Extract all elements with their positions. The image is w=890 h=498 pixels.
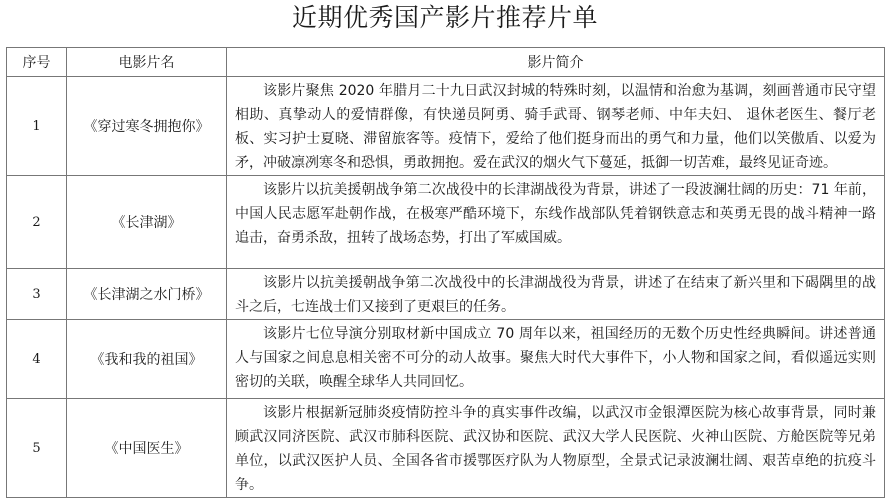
film-summary: 该影片根据新冠肺炎疫情防控斗争的真实事件改编，以武汉市金银潭医院为核心故事背景，同时兼顾武汉同济医院、武汉市肺科医院、武汉协和医院、武汉大学人民医院、火神山医院、方舱医院等兄弟单位，以武汉医护人员、全国各省市援鄂医疗队为人物原型，全景式记录波澜壮阔、艰苦卓绝的抗疫斗争。 bbox=[227, 399, 885, 498]
table-row bbox=[7, 269, 885, 320]
film-title: 《中国医生》 bbox=[67, 399, 227, 498]
film-table bbox=[6, 47, 885, 498]
header-summary: 影片简介 bbox=[227, 48, 885, 77]
film-summary: 该影片聚焦 2020 年腊月二十九日武汉封城的特殊时刻，以温情和治愈为基调，刻画普通市民守望相助、真挚动人的爱情群像，有快递员阿勇、骑手武哥、钢琴老师、中年夫妇、 退休老医生、餐厅老板、实习护士夏晓、滞留旅客等。疫情下，爱给了他们挺身而出的勇气和力量，他们以笑傲盾、以爱为矛，冲破凛冽寒冬和恐惧，勇敢拥抱。爱在武汉的烟火气下蔓延，抵御一切苦难，最终见证奇迹。 bbox=[227, 77, 885, 176]
table-row bbox=[7, 320, 885, 399]
film-summary: 该影片七位导演分别取材新中国成立 70 周年以来，祖国经历的无数个历史性经典瞬间。讲述普通人与国家之间息息相关密不可分的动人故事。聚焦大时代大事件下，小人物和国家之间，看似遥远实则密切的关联，唤醒全球华人共同回忆。 bbox=[227, 320, 885, 399]
header-film-title: 电影片名 bbox=[67, 48, 227, 77]
row-number: 1 bbox=[7, 77, 67, 176]
row-number: 5 bbox=[7, 399, 67, 498]
page-title: 近期优秀国产影片推荐片单 bbox=[291, 3, 598, 32]
film-summary: 该影片以抗美援朝战争第二次战役中的长津湖战役为背景，讲述了一段波澜壮阔的历史：71 年前，中国人民志愿军赴朝作战，在极寒严酷环境下，东线作战部队凭着钢铁意志和英勇无畏的战斗精神一路追击，奋勇杀敌，扭转了战场态势，打出了军威国威。 bbox=[227, 176, 885, 269]
table-row bbox=[7, 399, 885, 498]
film-summary: 该影片以抗美援朝战争第二次战役中的长津湖战役为背景，讲述了在结束了新兴里和下碣隅里的战斗之后，七连战士们又接到了更艰巨的任务。 bbox=[227, 269, 885, 320]
table-header-row bbox=[7, 48, 885, 77]
table-row bbox=[7, 176, 885, 269]
row-number: 2 bbox=[7, 176, 67, 269]
film-title: 《长津湖》 bbox=[67, 176, 227, 269]
film-title: 《穿过寒冬拥抱你》 bbox=[67, 77, 227, 176]
header-number: 序号 bbox=[7, 48, 67, 77]
film-title: 《长津湖之水门桥》 bbox=[67, 269, 227, 320]
row-number: 4 bbox=[7, 320, 67, 399]
table-row bbox=[7, 77, 885, 176]
film-title: 《我和我的祖国》 bbox=[67, 320, 227, 399]
row-number: 3 bbox=[7, 269, 67, 320]
